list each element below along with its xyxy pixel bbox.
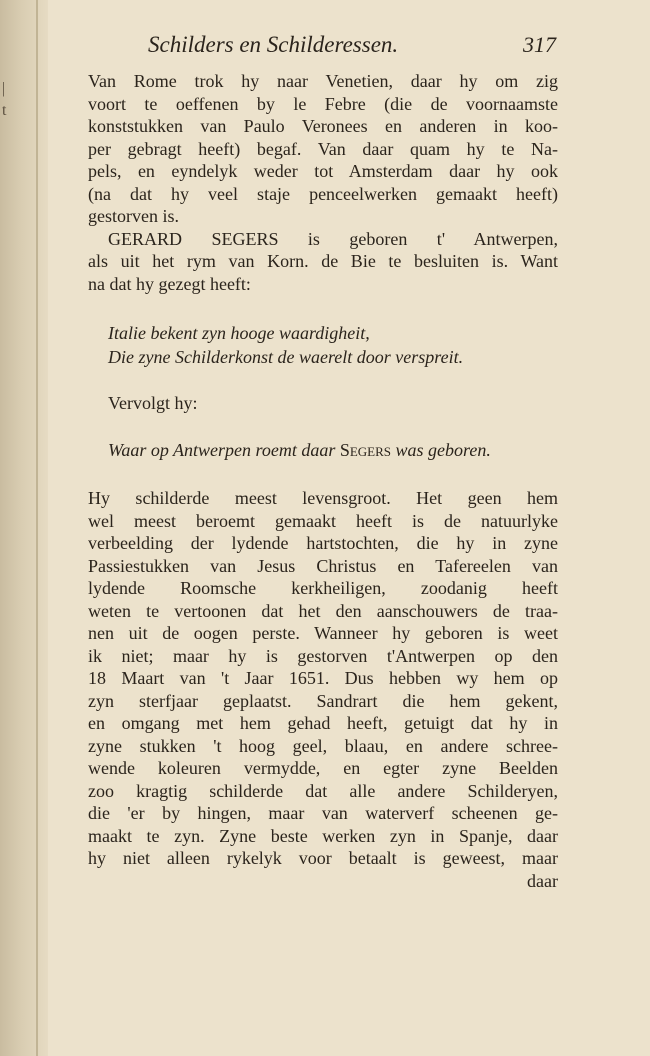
verse-line: Italie bekent zyn hooge waardigheit, [108, 323, 370, 343]
text-line: en omgang met hem gehad heeft, getuigt dat hy in [88, 713, 558, 733]
vervolgt-line: Vervolgt hy: [108, 393, 198, 413]
text-line: als uit het rym van Korn. de Bie te besluiten is. Want [88, 251, 558, 271]
text-line: lydende Roomsche kerkheiligen, zoodanig heeft [88, 578, 558, 598]
text-line: GERARD SEGERS is geboren t' Antwerpen, [108, 228, 558, 249]
quote-text-before: Waar op Antwerpen roemt daar [108, 440, 336, 460]
paragraph-1 [88, 70, 558, 228]
text-line: ik niet; maar hy is gestorven t'Antwerpen op den [88, 645, 558, 666]
book-page [88, 28, 558, 892]
bleed-mark: | [2, 80, 6, 97]
text-line: nen uit de oogen perste. Wanneer hy geboren is weet [88, 623, 558, 643]
text-line: 18 Maart van 't Jaar 1651. Dus hebben wy hem op [88, 668, 558, 688]
text-line: (na dat hy veel staje penceelwerken gemaakt heeft) [88, 183, 558, 204]
text-line: zoo kragtig schilderde dat alle andere Schilderyen, [88, 780, 558, 801]
text-line: hy niet alleen rykelyk voor betaalt is geweest, maar [88, 848, 558, 868]
text-line: verbeelding der lydende hartstochten, die hy in zyne [88, 533, 558, 553]
text-line: per gebragt heeft) begaf. Van daar quam hy te Na- [88, 138, 558, 159]
text-line: na dat hy gezegt heeft: [88, 273, 251, 294]
running-title: Schilders en Schilderessen. [148, 32, 399, 57]
text-line: Van Rome trok hy naar Venetien, daar hy om zig [88, 71, 558, 91]
text-line: pels, en eyndelyk weder tot Amsterdam daar hy ook [88, 161, 558, 181]
text-line: gestorven is. [88, 206, 179, 226]
text-line: zyne stukken 't hoog geel, blaau, en andere schree- [88, 735, 558, 756]
paragraph-3 [88, 487, 558, 870]
text-line: maakt te zyn. Zyne beste werken zyn in Spanje, daar [88, 825, 558, 846]
quote-line [108, 440, 558, 461]
verse-quotation [108, 321, 558, 369]
text-line: zyn sterfjaar geplaatst. Sandrart die hem gekent, [88, 690, 558, 711]
text-line: Hy schilderde meest levensgroot. Het geen hem [88, 488, 558, 508]
page-number: 317 [523, 32, 556, 57]
text-line: konststukken van Paulo Veronees en anderen in koo- [88, 116, 558, 136]
paragraph-2 [88, 228, 558, 296]
running-head [88, 28, 558, 70]
text-line: wende koleuren vermydde, en egter zyne Beelden [88, 758, 558, 778]
text-line: Passiestukken van Jesus Christus en Tafereelen van [88, 555, 558, 576]
text-line: voort te oeffenen by le Febre (die de voornaamste [88, 93, 558, 114]
quote-text-after: was geboren. [395, 440, 491, 460]
text-line: weten te vertoonen dat het den aanschouwers de traa- [88, 600, 558, 621]
catchword: daar [527, 870, 558, 891]
gutter-line [36, 0, 38, 1056]
bleed-mark: t [2, 102, 7, 119]
text-line: die 'er by hingen, maar van waterverf scheenen ge- [88, 803, 558, 823]
text-line: wel meest beroemt gemaakt heeft is de natuurlyke [88, 510, 558, 531]
quote-name: Segers [339, 440, 392, 460]
verse-line: Die zyne Schilderkonst de waerelt door verspreit. [108, 347, 464, 367]
page-gutter-shadow [0, 0, 48, 1056]
